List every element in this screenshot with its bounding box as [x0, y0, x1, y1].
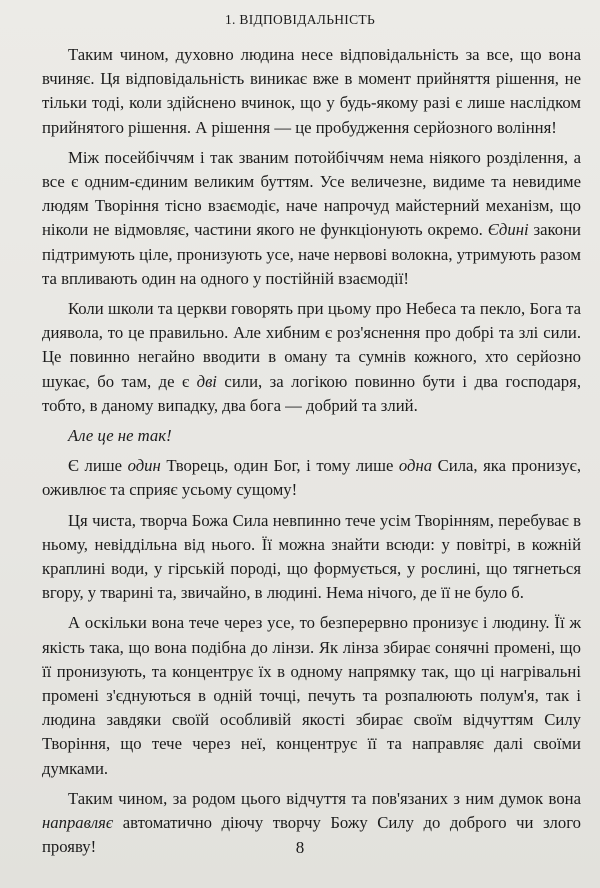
text-run: Є лише	[68, 456, 128, 476]
emphasis-text: одна	[398, 456, 433, 476]
paragraph	[42, 43, 581, 140]
text-run: Творець, один Бог, і тому лише	[160, 456, 399, 476]
text-run: А оскільки вона тече через усе, то безперервно пронизує і людину. Її ж якість така, що вона подібна до лінзи. Як лінза збирає сонячні промені, що її пронизують, та концентрує їх в одному напрямку так, що ці нагрівальні промені з'єднуються в одній точці, печуть та розпалюють полум'я, так і людина завдяки своїй особливій якості збирає своїм відчуттям Силу Творіння, що тече через неї, концентрує її та направляє далі своїми думками.	[42, 613, 581, 778]
text-run: закони підтримують ціле, пронизують усе, наче нервові волокна, утримують разом та впливають один на одного у постійній взаємодії!	[42, 220, 581, 288]
emphasis-text: Єдині	[487, 220, 529, 240]
emphasis-text: дві	[196, 371, 217, 391]
paragraph	[42, 297, 581, 418]
text-run: Між посейбіччям і так званим потойбіччям нема ніякого розділення, а все є одним-єдиним великим буттям. Усе величезне, видиме та невидиме людям Творіння тісно взаємодіє, наче напрочуд майстерний механізм, що ніколи не відмовляє, частини якого не функціонують окремо.	[42, 147, 581, 240]
emphasis-text: Але це не так!	[68, 426, 172, 446]
page-number: 8	[295, 838, 305, 857]
paragraph	[42, 454, 581, 502]
text-run: Коли школи та церкви говорять при цьому про Небеса та пекло, Бога та диявола, то це правильно. Але хибним є роз'яснення про добрі та злі сили. Це повинно негайно вводити в оману та сумнів кожного, хто серйозно шукає, бо там, де є	[42, 299, 581, 391]
text-run: Таким чином, духовно людина несе відповідальність за все, що вона вчиняє. Ця відповідальність виникає вже в момент прийняття рішення, не тільки тоді, коли здійснено вчинок, що у будь-якому разі є лише наслідком прийнятого рішення. А рішення — це пробудження серйозного воління!	[42, 45, 581, 137]
text-run: Таким чином, за родом цього відчуття та пов'язаних з ним думок вона	[68, 788, 581, 808]
text-run: сили, за логікою повинно бути і два господаря, тобто, в даному випадку, два бога — добрий та злий.	[42, 371, 581, 415]
paragraph	[42, 146, 581, 291]
body-text	[42, 43, 581, 860]
paragraph	[42, 509, 581, 606]
text-run: автоматично діючу творчу Божу Силу до доброго чи злого прояву!	[42, 813, 581, 857]
paragraph	[42, 424, 581, 448]
paragraph	[42, 611, 581, 780]
running-head: 1. ВІДПОВІДАЛЬНІСТЬ	[224, 12, 376, 27]
emphasis-text: направляє	[42, 813, 114, 833]
emphasis-text: один	[127, 456, 161, 476]
text-run: Сила, яка пронизує, оживлює та сприяє усьому сущому!	[42, 456, 582, 500]
text-run: Ця чиста, творча Божа Сила невпинно тече усім Творінням, перебуває в ньому, невіддільна від нього. Її можна знайти всюди: у повітрі, в кожній краплині води, у гірській породі, що формується, у рослині, що тягнеться вгору, у тварині та, звичайно, в людині. Нема нічого, де її не було б.	[42, 510, 581, 603]
